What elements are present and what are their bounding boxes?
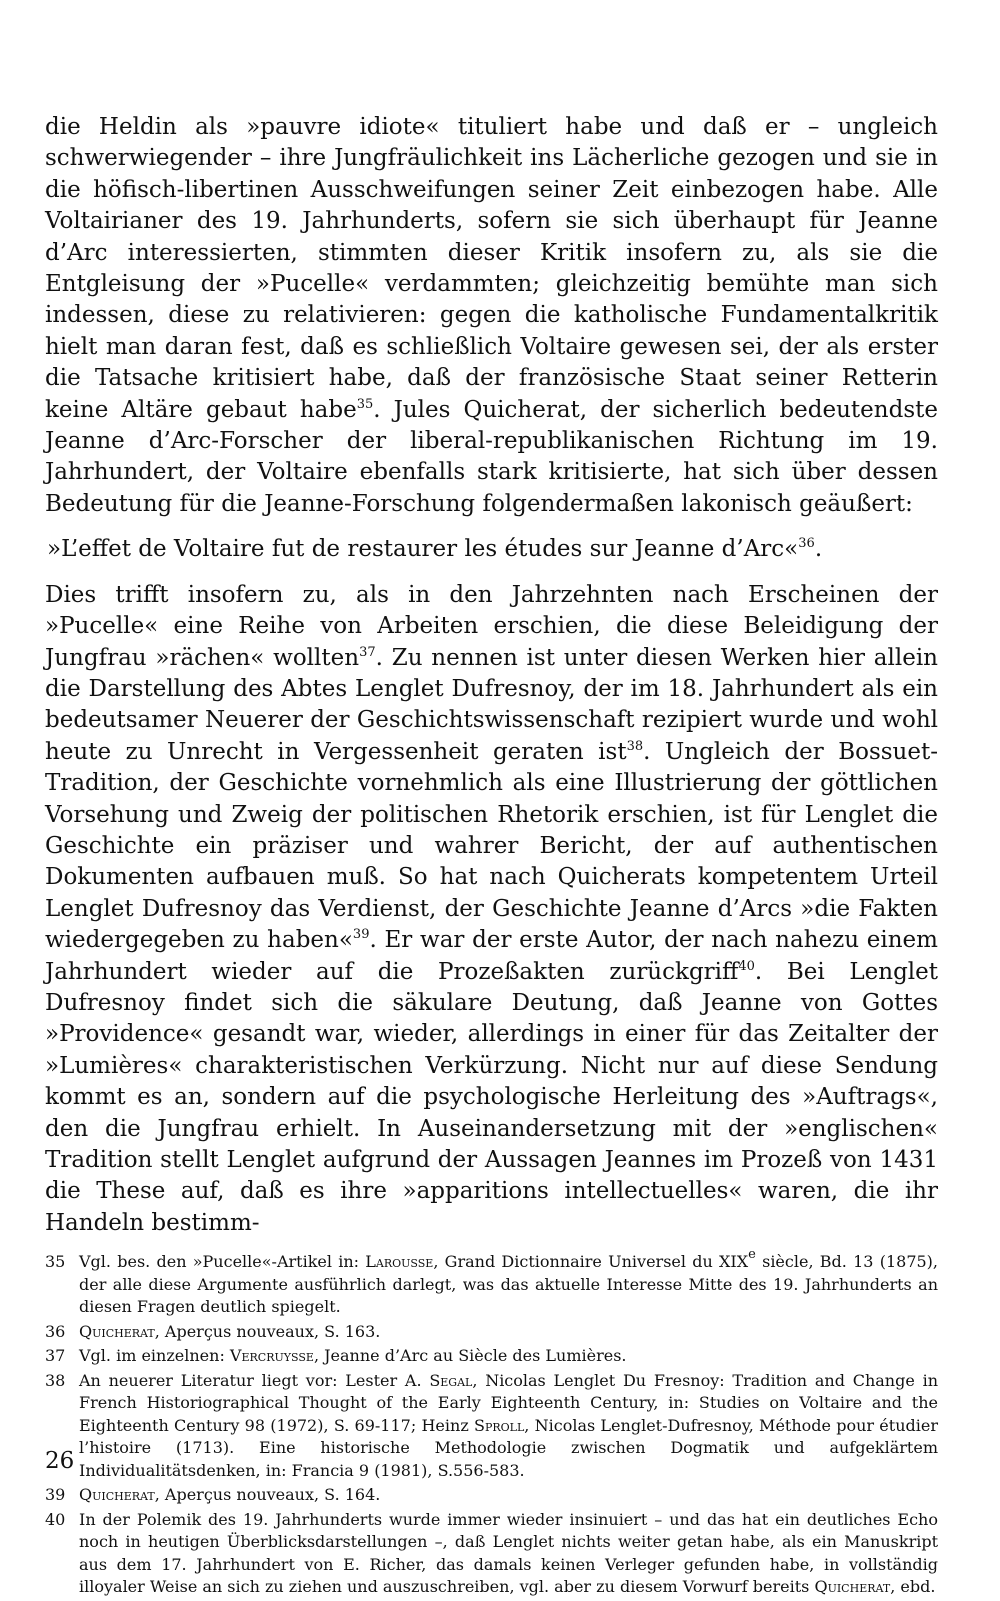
- paragraph-2-text-e: . Bei Lenglet Dufresnoy findet sich die säkulare Deutung, daß Jeanne von Gottes »Providence« gesandt war, wieder, allerdings in einer für das Zeitalter der »Lumières« charakteristischen Verkürzung. Nicht nur auf diese Sendung kommt es an, sondern auf die psychologische Herleitung des »Auftrags«, den die Jungfrau erhielt. In Auseinandersetzung mit der »englischen« Tradition stellt Lenglet aufgrund der Aussagen Jeannes im Prozeß von 1431 die These auf, daß es ihre »apparitions intellectuelles« waren, die ihr Handeln bestimm-: [45, 958, 938, 1236]
- paragraph-2: [45, 580, 938, 1240]
- quote-text: »L’effet de Voltaire fut de restaurer les études sur Jeanne d’Arc«: [47, 536, 799, 563]
- footnote-ref-39: 39: [352, 927, 370, 943]
- footnote-number: 39: [45, 1485, 66, 1505]
- paragraph-2-text-a: Dies trifft insofern zu, als in den Jahrzehnten nach Erscheinen der »Pucelle« eine Reihe von Arbeiten erschien, die diese Beleidigung der Jungfrau »rächen« wollten: [45, 581, 938, 671]
- paragraph-1: [45, 112, 938, 520]
- footnote-number: 38: [45, 1370, 66, 1390]
- footnote-number: 36: [45, 1321, 66, 1341]
- footnote-text: Quicherat, Aperçus nouveaux, S. 163.: [79, 1321, 381, 1341]
- footnote-text: Vgl. im einzelnen: Vercruysse, Jeanne d’Arc au Siècle des Lumières.: [79, 1346, 627, 1366]
- footnote: [45, 1484, 938, 1507]
- footnote: [45, 1321, 938, 1344]
- page: [45, 112, 938, 1601]
- footnote-ref-35: 35: [356, 396, 374, 412]
- footnote: [45, 1370, 938, 1483]
- page-number: 26: [45, 1448, 75, 1474]
- footnote: [45, 1247, 939, 1319]
- block-quote: [47, 534, 938, 565]
- footnote-ref-36: 36: [798, 536, 815, 552]
- footnote-text: Quicherat, Aperçus nouveaux, S. 164.: [79, 1485, 381, 1505]
- footnote-ref-40: 40: [738, 958, 755, 974]
- footnote-text: In der Polemik des 19. Jahrhunderts wurde immer wieder insinuiert – und das hat ein deutliches Echo noch in heutigen Überblicksdarstellungen –, daß Lenglet nichts weiter getan habe, als ein Manuskript aus dem 17. Jahrhundert von E. Richer, das damals keinen Verleger gefunden habe, in vollständig illoyaler Weise an sich zu ziehen und auszuschreiben, vgl. aber zu diesem Vorwurf bereits Quicherat, ebd.: [79, 1509, 938, 1597]
- footnote-number: 35: [45, 1252, 66, 1272]
- footnote-number: 37: [45, 1346, 66, 1366]
- footnote-text: An neuerer Literatur liegt vor: Lester A. Segal, Nicolas Lenglet Du Fresnoy: Tradition and Change in French Historiographical Thought of the Early Eighteenth Century, in: Studies on Voltaire and the Eighteenth Century 98 (1972), S. 69-117; Heinz Sproll, Nicolas Lenglet-Dufresnoy, Méthode pour étudier l’histoire (1713). Eine historische Methodologie zwischen Dogmatik und aufgeklärtem Individualitätsdenken, in: Francia 9 (1981), S.556-583.: [79, 1370, 939, 1480]
- paragraph-2-text-c: . Ungleich der Bossuet-Tradition, der Geschichte vornehmlich als eine Illustrierung der göttlichen Vorsehung und Zweig der politischen Rhetorik erschien, ist für Lenglet die Geschichte ein präziser und wahrer Bericht, der auf authentischen Dokumenten aufbauen muß. So hat nach Quicherats kompetentem Urteil Lenglet Dufresnoy das Verdienst, der Geschichte Jeanne d’Arcs »die Fakten wiedergegeben zu haben«: [45, 738, 938, 954]
- paragraph-1-text-b: . Jules Quicherat, der sicherlich bedeutendste Jeanne d’Arc-Forscher der liberal-republikanischen Richtung im 19. Jahrhundert, der Voltaire ebenfalls stark kritisierte, hat sich über dessen Bedeutung für die Jeanne-Forschung folgendermaßen lakonisch geäußert:: [45, 396, 938, 517]
- footnote-ref-38: 38: [626, 738, 644, 754]
- footnote: [45, 1509, 938, 1599]
- footnote: [45, 1345, 938, 1368]
- footnote-text: Vgl. bes. den »Pucelle«-Artikel in: Larousse, Grand Dictionnaire Universel du XIXe siècle, Bd. 13 (1875), der alle diese Argumente ausführlich darlegt, was das aktuelle Interesse Mitte des 19. Jahrhunderts an diesen Fragen deutlich spiegelt.: [79, 1247, 939, 1317]
- paragraph-2-text-b: . Zu nennen ist unter diesen Werken hier allein die Darstellung des Abtes Lenglet Dufresnoy, der im 18. Jahrhundert als ein bedeutsamer Neuerer der Geschichtswissenschaft rezipiert wurde und wohl heute zu Unrecht in Vergessenheit geraten ist: [45, 644, 938, 765]
- paragraph-1-text-a: die Heldin als »pauvre idiote« tituliert habe und daß er – ungleich schwerwiegender – ihre Jungfräulichkeit ins Lächerliche gezogen und sie in die höfisch-libertinen Ausschweifungen seiner Zeit einbezogen habe. Alle Voltairianer des 19. Jahrhunderts, sofern sie sich überhaupt für Jeanne d’Arc interessierten, stimmten dieser Kritik insofern zu, als sie die Entgleisung der »Pucelle« verdammten; gleichzeitig bemühte man sich indessen, diese zu relativieren: gegen die katholische Fundamentalkritik hielt man daran fest, daß es schließlich Voltaire gewesen sei, der als erster die Tatsache kritisiert habe, daß der französische Staat seiner Retterin keine Altäre gebaut habe: [45, 114, 938, 423]
- paragraph-2-text-d: . Er war der erste Autor, der nach nahezu einem Jahrhundert wieder auf die Prozeßakten zurückgriff: [45, 927, 938, 985]
- quote-end: .: [814, 536, 823, 563]
- footnotes: [45, 1247, 939, 1599]
- footnote-number: 40: [45, 1509, 66, 1529]
- footnote-ref-37: 37: [359, 644, 376, 660]
- main-text: [45, 112, 938, 1239]
